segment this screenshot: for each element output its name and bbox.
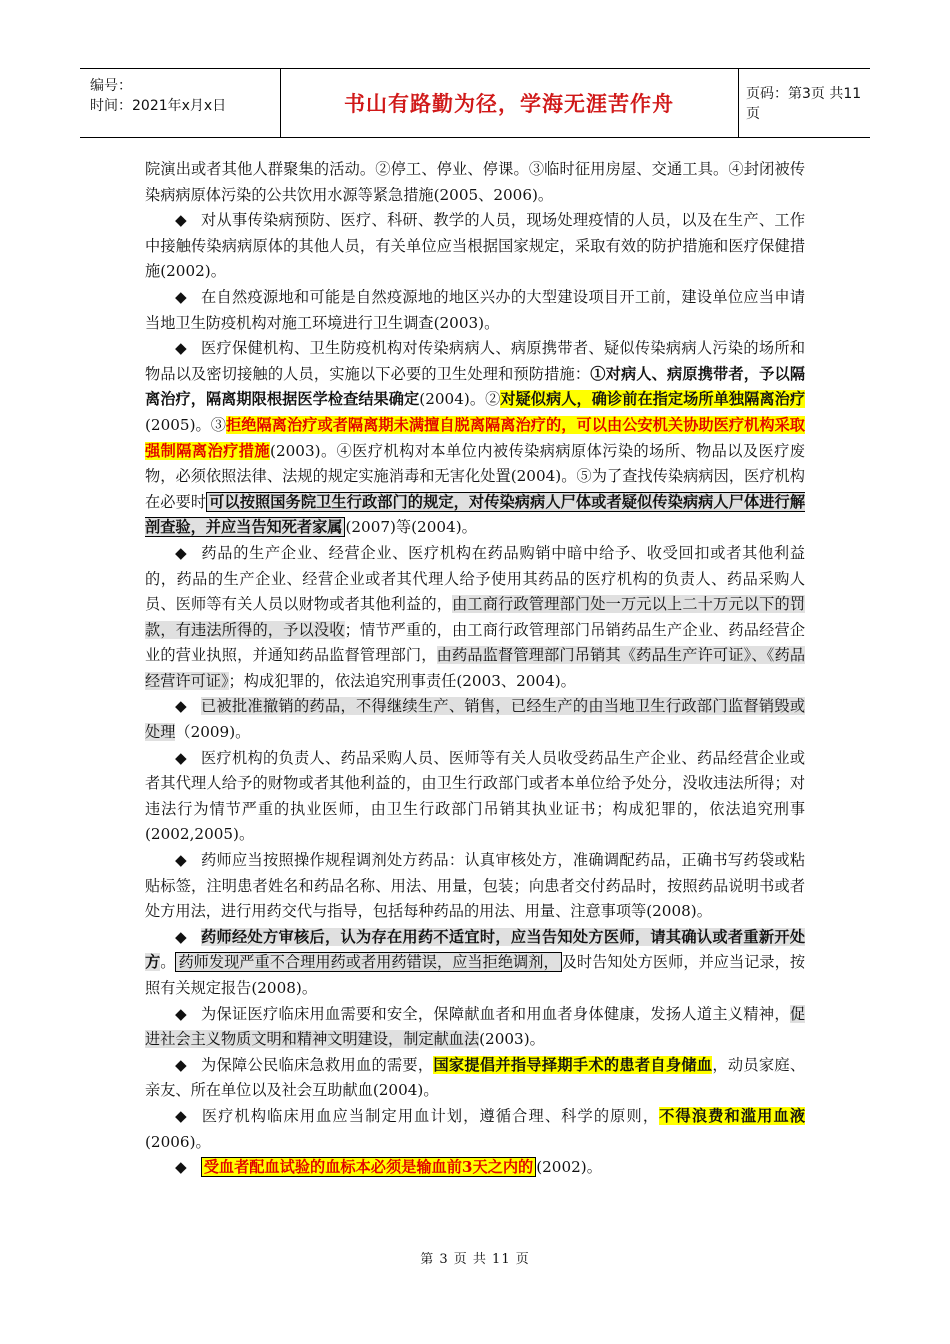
paragraph-10-text: ，动员家庭、亲友、所在单位以及社会互助献血(2004)。	[145, 1055, 806, 1100]
paragraph-4-text: ；构成犯罪的，依法追究刑事责任(2003、2004)。	[228, 671, 576, 690]
paragraph-10-text: 为保障公民临床急救用血的需要，	[201, 1055, 434, 1074]
bullet-icon: ◆	[175, 211, 187, 230]
header-motto: 书山有路勤为径，学海无涯苦作舟	[344, 92, 674, 116]
bullet-icon: ◆	[175, 851, 187, 870]
paragraph-12	[145, 1155, 805, 1181]
bullet-icon: ◆	[175, 927, 187, 946]
paragraph-4-text: 药品的生产企业、经营企业、医疗机构在药品购销中暗中给予、收受回扣或者其他利益的，药品的生产企业、经营企业或者其代理人给予使用其药品的医疗机构的负责人、药品采购人员、医师等有关人员以财物或者其他利益的，	[145, 543, 806, 614]
paragraph-9-ref: (2003)。	[479, 1030, 545, 1049]
bullet-icon: ◆	[175, 339, 187, 358]
paragraph-6-text: 医疗机构的负责人、药品采购人员、医师等有关人员收受药品生产企业、药品经营企业或者其代理人给予的财物或者其他利益的，由卫生行政部门或者本单位给予处分，没收违法所得；对违法行为情节严重的执业医师，由卫生行政部门吊销其执业证书；构成犯罪的，依法追究刑事(2002,2005)。	[145, 748, 806, 844]
paragraph-12-highlight: 受血者配血试验的血标本必须是输血前3天之内的	[201, 1157, 537, 1177]
bullet-icon: ◆	[175, 1055, 187, 1074]
header-left-cell	[80, 69, 281, 137]
bullet-icon: ◆	[175, 697, 187, 716]
paragraph-4-shaded-2: 由药品监督管理部门吊销其《药品生产许可证》、《药品经营许可证》	[145, 646, 806, 690]
paragraph-0: 院演出或者其他人群聚集的活动。②停工、停业、停课。③临时征用房屋、交通工具。④封闭被传染病病原体污染的公共饮用水源等紧急措施(2005、2006)。	[145, 160, 805, 204]
bullet-icon: ◆	[175, 1106, 188, 1125]
paragraph-3-highlight-2: 拒绝隔离治疗或者隔离期未满擅自脱离隔离治疗的，可以由公安机关协助医疗机构采取强制隔离治疗措施	[145, 415, 805, 460]
paragraph-10	[145, 1053, 805, 1104]
paragraph-1	[145, 208, 805, 285]
paragraph-3	[145, 336, 805, 541]
paragraph-7-text: 药师应当按照操作规程调剂处方药品：认真审核处方，准确调配药品，正确书写药袋或粘贴标签，注明患者姓名和药品名称、用法、用量，包装；向患者交付药品时，按照药品说明书或者处方用法，进行用药交代与指导，包括每种药品的用法、用量、注意事项等(2008)。	[145, 851, 806, 921]
paragraph-8-text: 及时告知处方医师，并应当记录，按照有关规定报告(2008)。	[145, 953, 806, 997]
bullet-icon: ◆	[175, 287, 187, 306]
document-body	[145, 157, 805, 1181]
paragraph-4-text: ；情节严重的，由工商行政管理部门吊销药品生产企业、药品经营企业的营业执照，并通知药品监督管理部门，	[145, 620, 806, 665]
paragraph-8	[145, 925, 805, 1002]
paragraph-3-ref: (2007)等(2004)。	[345, 518, 477, 537]
paragraph-8-punct: 。	[160, 953, 176, 972]
header-time: 时间：2021年x月x日	[90, 98, 227, 114]
paragraph-3-text: 医疗保健机构、卫生防疫机构对传染病病人、病原携带者、疑似传染病病人污染的场所和物品以及密切接触的人员，实施以下必要的卫生处理和预防措施：	[145, 339, 806, 383]
paragraph-9-text: 为保证医疗临床用血需要和安全，保障献血者和用血者身体健康，发扬人道主义精神，	[201, 1004, 790, 1023]
paragraph-11-text: 医疗机构临床用血应当制定用血计划，遵循合理、科学的原则，	[201, 1106, 660, 1125]
paragraph-9	[145, 1002, 805, 1053]
paragraph-3-ref: (2005)。③	[145, 415, 227, 434]
paragraph-3-boxed: 可以按照国务院卫生行政部门的规定，对传染病病人尸体或者疑似传染病病人尸体进行解剖查验，并应当告知死者家属	[145, 492, 805, 537]
paragraph-12-ref: (2002)。	[536, 1158, 602, 1177]
paragraph-7	[145, 848, 805, 925]
paragraph-3-highlight-1: 对疑似病人，确诊前在指定场所单独隔离治疗	[500, 390, 806, 409]
paragraph-8-bold-shaded: 药师经处方审核后，认为存在用药不适宜时，应当告知处方医师，请其确认或者重新开处方	[145, 927, 806, 972]
paragraph-4	[145, 541, 805, 695]
paragraph-4-shaded-1: 由工商行政管理部门处一万元以上二十万元以下的罚款，有违法所得的，予以没收	[145, 595, 806, 639]
paragraph-5-shaded: 已被批准撤销的药品，不得继续生产、销售，已经生产的由当地卫生行政部门监督销毁或处理	[145, 697, 806, 742]
paragraph-11-highlight: 不得浪费和滥用血液	[659, 1106, 806, 1125]
paragraph-10-highlight: 国家提倡并指导择期手术的患者自身储血	[433, 1055, 713, 1074]
paragraph-3-text: (2003)。④医疗机构对本单位内被传染病病原体污染的场所、物品以及医疗废物，必须依照法律、法规的规定实施消毒和无害化处置(2004)。⑤为了查找传染病病因，医疗机构在必要时	[145, 441, 805, 511]
bullet-icon: ◆	[175, 1004, 187, 1023]
paragraph-8-boxed: 药师发现严重不合理用药或者用药错误，应当拒绝调剂，	[175, 952, 561, 972]
bullet-icon: ◆	[175, 748, 187, 767]
paragraph-3-bold: ①对病人、病原携带者，予以隔离治疗，隔离期限根据医学检查结果确定	[145, 364, 806, 409]
paragraph-2	[145, 285, 805, 336]
paragraph-5-ref: （2009)。	[175, 723, 251, 742]
paragraph-5	[145, 694, 805, 745]
paragraph-9-shaded: 促进社会主义物质文明和精神文明建设，制定献血法	[145, 1004, 806, 1049]
bullet-icon: ◆	[175, 543, 188, 562]
header-page-cell	[738, 69, 870, 137]
paragraph-3-ref: (2004)。②	[419, 390, 501, 409]
page-header	[80, 68, 870, 138]
paragraph-11	[145, 1104, 805, 1155]
paragraph-11-ref: (2006)。	[145, 1132, 211, 1151]
header-number: 编号：	[90, 78, 132, 94]
header-page-number: 页码：第3页 共11页	[746, 86, 862, 122]
header-motto-cell	[280, 69, 739, 137]
page-footer: 第 3 页 共 11 页	[420, 1252, 530, 1267]
bullet-icon: ◆	[175, 1158, 187, 1177]
paragraph-1-text: 对从事传染病预防、医疗、科研、教学的人员，现场处理疫情的人员，以及在生产、工作中接触传染病病原体的其他人员，有关单位应当根据国家规定，采取有效的防护措施和医疗保健措施(2002)。	[145, 211, 806, 281]
paragraph-2-text: 在自然疫源地和可能是自然疫源地的地区兴办的大型建设项目开工前，建设单位应当申请当地卫生防疫机构对施工环境进行卫生调查(2003)。	[145, 287, 806, 332]
paragraph-6	[145, 746, 805, 848]
